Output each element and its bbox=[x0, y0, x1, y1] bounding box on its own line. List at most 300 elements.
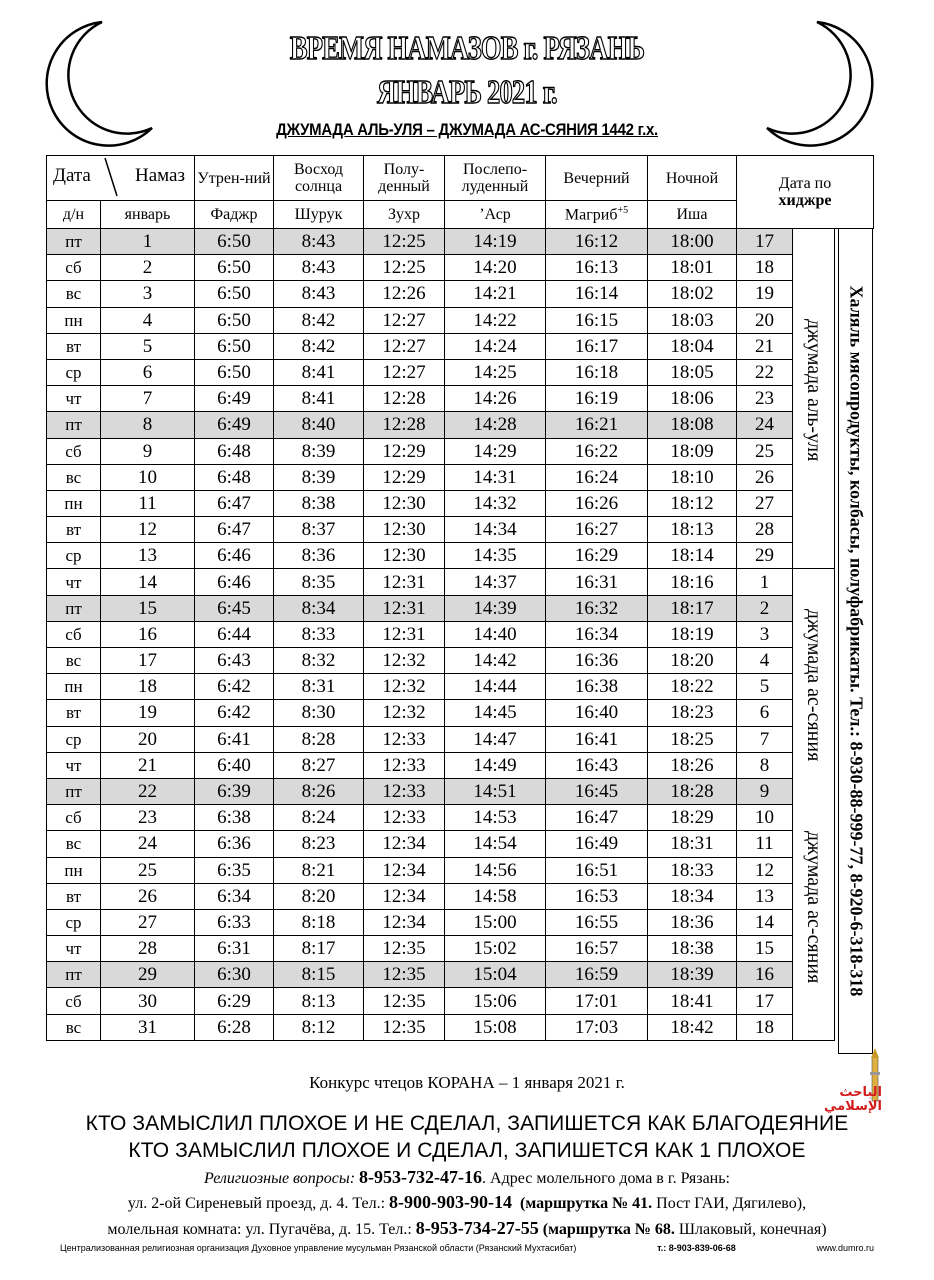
sunrise-cell: 8:13 bbox=[274, 988, 364, 1014]
maghrib-cell: 16:49 bbox=[546, 831, 648, 857]
zuhr-cell: 12:30 bbox=[364, 543, 445, 569]
quote-line-2: КТО ЗАМЫСЛИЛ ПЛОХОЕ И СДЕЛАЛ, ЗАПИШЕТСЯ КАК 1 ПЛОХОЕ bbox=[128, 1139, 806, 1162]
table-row bbox=[47, 464, 874, 490]
fajr-cell: 6:28 bbox=[195, 1014, 274, 1040]
hijri-day-cell: 9 bbox=[737, 778, 793, 804]
fajr-cell: 6:50 bbox=[195, 229, 274, 255]
zuhr-cell: 12:34 bbox=[364, 831, 445, 857]
asr-cell: 14:42 bbox=[445, 648, 546, 674]
religious-questions-line: Религиозные вопросы: 8-953-732-47-16. Адрес молельного дома в г. Рязань: bbox=[204, 1167, 730, 1187]
hijri-day-cell: 15 bbox=[737, 936, 793, 962]
page-title: ВРЕМЯ НАМАЗОВ г. РЯЗАНЬ bbox=[289, 30, 645, 67]
table-row bbox=[47, 517, 874, 543]
zuhr-cell: 12:34 bbox=[364, 857, 445, 883]
table-row bbox=[47, 595, 874, 621]
weekday-cell: сб bbox=[47, 621, 101, 647]
table-row bbox=[47, 333, 874, 359]
asr-cell: 14:56 bbox=[445, 857, 546, 883]
day-cell: 13 bbox=[101, 543, 195, 569]
zuhr-cell: 12:31 bbox=[364, 621, 445, 647]
asr-cell: 14:31 bbox=[445, 464, 546, 490]
isha-header: Ночной bbox=[648, 156, 737, 201]
day-cell: 14 bbox=[101, 569, 195, 595]
weekday-cell: пт bbox=[47, 229, 101, 255]
sunrise-cell: 8:38 bbox=[274, 490, 364, 516]
hijri-day-cell: 28 bbox=[737, 517, 793, 543]
fajr-cell: 6:50 bbox=[195, 359, 274, 385]
table-row bbox=[47, 883, 874, 909]
asr-cell: 14:22 bbox=[445, 307, 546, 333]
fajr-cell: 6:46 bbox=[195, 569, 274, 595]
isha-cell: 18:23 bbox=[648, 700, 737, 726]
zuhr-cell: 12:29 bbox=[364, 464, 445, 490]
weekday-cell: ср bbox=[47, 543, 101, 569]
isha-cell: 18:41 bbox=[648, 988, 737, 1014]
hijri-day-cell: 17 bbox=[737, 988, 793, 1014]
table-row bbox=[47, 255, 874, 281]
table-row bbox=[47, 857, 874, 883]
asr-cell: 14:58 bbox=[445, 883, 546, 909]
zuhr-cell: 12:35 bbox=[364, 936, 445, 962]
table-row bbox=[47, 805, 874, 831]
table-row bbox=[47, 726, 874, 752]
day-cell: 25 bbox=[101, 857, 195, 883]
fajr-cell: 6:46 bbox=[195, 543, 274, 569]
asr-cell: 14:35 bbox=[445, 543, 546, 569]
sunrise-cell: 8:23 bbox=[274, 831, 364, 857]
logo-text: الباحث الإسلامي bbox=[824, 1085, 882, 1114]
weekday-cell: вт bbox=[47, 883, 101, 909]
hijri-day-cell: 7 bbox=[737, 726, 793, 752]
asr-cell: 15:02 bbox=[445, 936, 546, 962]
zuhr-cell: 12:33 bbox=[364, 752, 445, 778]
weekday-cell: вс bbox=[47, 648, 101, 674]
isha-cell: 18:39 bbox=[648, 962, 737, 988]
zuhr-cell: 12:32 bbox=[364, 648, 445, 674]
zuhr-cell: 12:34 bbox=[364, 909, 445, 935]
asr-cell: 14:54 bbox=[445, 831, 546, 857]
weekday-cell: сб bbox=[47, 988, 101, 1014]
weekday-cell: чт bbox=[47, 936, 101, 962]
fajr-cell: 6:38 bbox=[195, 805, 274, 831]
hijri-day-cell: 14 bbox=[737, 909, 793, 935]
footer bbox=[60, 1243, 874, 1253]
address-line-2: молельная комната: ул. Пугачёва, д. 15. Тел.: 8-953-734-27-55 (маршрутка № 68. Шлаковый, конечная) bbox=[107, 1218, 827, 1238]
day-cell: 20 bbox=[101, 726, 195, 752]
sunrise-cell: 8:43 bbox=[274, 229, 364, 255]
zuhr-cell: 12:32 bbox=[364, 674, 445, 700]
table-row bbox=[47, 438, 874, 464]
day-cell: 16 bbox=[101, 621, 195, 647]
asr-cell: 14:25 bbox=[445, 359, 546, 385]
zuhr-cell: 12:31 bbox=[364, 595, 445, 621]
logo bbox=[802, 1046, 882, 1116]
table-row bbox=[47, 1014, 874, 1040]
maghrib-cell: 16:14 bbox=[546, 281, 648, 307]
hijri-day-cell: 5 bbox=[737, 674, 793, 700]
asr-cell: 15:04 bbox=[445, 962, 546, 988]
address-line-1: ул. 2-ой Сиреневый проезд, д. 4. Тел.: 8-900-903-90-14 (маршрутка № 41. Пост ГАИ, Дягилево), bbox=[127, 1192, 807, 1212]
table-row bbox=[47, 752, 874, 778]
hijri-month-1 bbox=[793, 229, 835, 569]
maghrib-cell: 16:43 bbox=[546, 752, 648, 778]
table-row bbox=[47, 621, 874, 647]
isha-cell: 18:09 bbox=[648, 438, 737, 464]
maghrib-cell: 16:18 bbox=[546, 359, 648, 385]
hijri-day-cell: 11 bbox=[737, 831, 793, 857]
day-cell: 24 bbox=[101, 831, 195, 857]
sunrise-cell: 8:39 bbox=[274, 438, 364, 464]
zuhr-cell: 12:25 bbox=[364, 255, 445, 281]
maghrib-cell: 16:13 bbox=[546, 255, 648, 281]
hijri-month-2-label: джумада ас-сяния bbox=[803, 609, 825, 762]
weekday-cell: сб bbox=[47, 438, 101, 464]
sunrise-cell: 8:12 bbox=[274, 1014, 364, 1040]
day-cell: 6 bbox=[101, 359, 195, 385]
asr-cell: 14:34 bbox=[445, 517, 546, 543]
weekday-cell: ср bbox=[47, 726, 101, 752]
weekday-cell: ср bbox=[47, 909, 101, 935]
fajr-cell: 6:33 bbox=[195, 909, 274, 935]
maghrib-cell: 16:12 bbox=[546, 229, 648, 255]
fajr-cell: 6:34 bbox=[195, 883, 274, 909]
table-row bbox=[47, 674, 874, 700]
fajr-cell: 6:29 bbox=[195, 988, 274, 1014]
fajr-cell: 6:35 bbox=[195, 857, 274, 883]
asr-cell: 15:08 bbox=[445, 1014, 546, 1040]
namaz-header: Намаз bbox=[135, 165, 185, 186]
maghrib-cell: 16:38 bbox=[546, 674, 648, 700]
zuhr-cell: 12:32 bbox=[364, 700, 445, 726]
asr-cell: 14:28 bbox=[445, 412, 546, 438]
fajr-cell: 6:40 bbox=[195, 752, 274, 778]
day-cell: 22 bbox=[101, 778, 195, 804]
day-cell: 30 bbox=[101, 988, 195, 1014]
zuhr-cell: 12:31 bbox=[364, 569, 445, 595]
fajr-cell: 6:48 bbox=[195, 438, 274, 464]
hijri-day-cell: 6 bbox=[737, 700, 793, 726]
dn-header: д/н bbox=[47, 201, 101, 229]
day-cell: 19 bbox=[101, 700, 195, 726]
sunrise-cell: 8:34 bbox=[274, 595, 364, 621]
isha-cell: 18:26 bbox=[648, 752, 737, 778]
table-row bbox=[47, 281, 874, 307]
zuhr-cell: 12:33 bbox=[364, 778, 445, 804]
sunrise-cell: 8:41 bbox=[274, 359, 364, 385]
isha-cell: 18:36 bbox=[648, 909, 737, 935]
isha-cell: 18:34 bbox=[648, 883, 737, 909]
day-cell: 17 bbox=[101, 648, 195, 674]
hijri-day-cell: 22 bbox=[737, 359, 793, 385]
fajr-cell: 6:36 bbox=[195, 831, 274, 857]
maghrib-cell: 16:45 bbox=[546, 778, 648, 804]
fajr-cell: 6:48 bbox=[195, 464, 274, 490]
maghrib-cell: 17:01 bbox=[546, 988, 648, 1014]
zuhr-cell: 12:28 bbox=[364, 412, 445, 438]
fajr-cell: 6:50 bbox=[195, 255, 274, 281]
month-header: январь bbox=[101, 201, 195, 229]
sunrise-cell: 8:35 bbox=[274, 569, 364, 595]
table-row bbox=[47, 778, 874, 804]
day-cell: 12 bbox=[101, 517, 195, 543]
fajr-cell: 6:39 bbox=[195, 778, 274, 804]
sunrise-header: Восход солнца bbox=[274, 156, 364, 201]
isha-cell: 18:08 bbox=[648, 412, 737, 438]
day-cell: 11 bbox=[101, 490, 195, 516]
hijri-day-cell: 12 bbox=[737, 857, 793, 883]
zuhr-header: Полу-денный bbox=[364, 156, 445, 201]
table-row bbox=[47, 386, 874, 412]
day-cell: 1 bbox=[101, 229, 195, 255]
hijri-day-cell: 20 bbox=[737, 307, 793, 333]
fajr-cell: 6:47 bbox=[195, 517, 274, 543]
asr-cell: 14:21 bbox=[445, 281, 546, 307]
fajr-cell: 6:50 bbox=[195, 281, 274, 307]
fajr-cell: 6:44 bbox=[195, 621, 274, 647]
hijri-day-cell: 18 bbox=[737, 255, 793, 281]
hijri-day-cell: 18 bbox=[737, 1014, 793, 1040]
weekday-cell: пн bbox=[47, 857, 101, 883]
day-cell: 31 bbox=[101, 1014, 195, 1040]
day-cell: 23 bbox=[101, 805, 195, 831]
hijri-day-cell: 13 bbox=[737, 883, 793, 909]
table-row bbox=[47, 648, 874, 674]
hijri-day-cell: 2 bbox=[737, 595, 793, 621]
asr-cell: 14:53 bbox=[445, 805, 546, 831]
weekday-cell: вс bbox=[47, 281, 101, 307]
day-cell: 8 bbox=[101, 412, 195, 438]
table-row bbox=[47, 700, 874, 726]
weekday-cell: вс bbox=[47, 831, 101, 857]
isha-cell: 18:16 bbox=[648, 569, 737, 595]
isha-cell: 18:33 bbox=[648, 857, 737, 883]
hijri-month-2-label-repeat: джумада ас-сяния bbox=[803, 831, 825, 984]
prayer-times-table bbox=[46, 155, 874, 1041]
zuhr-cell: 12:26 bbox=[364, 281, 445, 307]
sunrise-cell: 8:40 bbox=[274, 412, 364, 438]
hijri-day-cell: 1 bbox=[737, 569, 793, 595]
isha-cell: 18:22 bbox=[648, 674, 737, 700]
isha-cell: 18:29 bbox=[648, 805, 737, 831]
day-cell: 4 bbox=[101, 307, 195, 333]
zuhr-cell: 12:28 bbox=[364, 386, 445, 412]
day-cell: 5 bbox=[101, 333, 195, 359]
sunrise-cell: 8:41 bbox=[274, 386, 364, 412]
zuhr-cell: 12:34 bbox=[364, 883, 445, 909]
zuhr-cell: 12:25 bbox=[364, 229, 445, 255]
sunrise-cell: 8:43 bbox=[274, 255, 364, 281]
day-cell: 28 bbox=[101, 936, 195, 962]
asr-cell: 14:20 bbox=[445, 255, 546, 281]
weekday-cell: пт bbox=[47, 962, 101, 988]
page-title-month: ЯНВАРЬ 2021 г. bbox=[377, 74, 557, 111]
fajr-cell: 6:45 bbox=[195, 595, 274, 621]
isha-cell: 18:14 bbox=[648, 543, 737, 569]
day-cell: 18 bbox=[101, 674, 195, 700]
zuhr-cell: 12:35 bbox=[364, 988, 445, 1014]
weekday-cell: чт bbox=[47, 752, 101, 778]
hijri-day-cell: 16 bbox=[737, 962, 793, 988]
sunrise-cell: 8:33 bbox=[274, 621, 364, 647]
table-row bbox=[47, 831, 874, 857]
fajr-cell: 6:30 bbox=[195, 962, 274, 988]
table-row bbox=[47, 229, 874, 255]
maghrib-name: Магриб$^{+5}$ bbox=[546, 201, 648, 229]
zuhr-cell: 12:29 bbox=[364, 438, 445, 464]
hijri-month-1-label: джумада аль-уля bbox=[803, 319, 825, 462]
asr-cell: 14:40 bbox=[445, 621, 546, 647]
maghrib-cell: 16:36 bbox=[546, 648, 648, 674]
isha-cell: 18:13 bbox=[648, 517, 737, 543]
day-cell: 7 bbox=[101, 386, 195, 412]
maghrib-cell: 16:22 bbox=[546, 438, 648, 464]
weekday-cell: пт bbox=[47, 595, 101, 621]
hijri-day-cell: 27 bbox=[737, 490, 793, 516]
zuhr-cell: 12:35 bbox=[364, 1014, 445, 1040]
day-cell: 9 bbox=[101, 438, 195, 464]
maghrib-cell: 16:29 bbox=[546, 543, 648, 569]
day-cell: 2 bbox=[101, 255, 195, 281]
weekday-cell: пн bbox=[47, 674, 101, 700]
table-row bbox=[47, 988, 874, 1014]
isha-cell: 18:05 bbox=[648, 359, 737, 385]
asr-cell: 14:19 bbox=[445, 229, 546, 255]
maghrib-cell: 16:21 bbox=[546, 412, 648, 438]
maghrib-cell: 16:51 bbox=[546, 857, 648, 883]
hijri-day-cell: 8 bbox=[737, 752, 793, 778]
table-row bbox=[47, 936, 874, 962]
weekday-cell: вс bbox=[47, 464, 101, 490]
weekday-cell: вт bbox=[47, 700, 101, 726]
maghrib-cell: 16:19 bbox=[546, 386, 648, 412]
maghrib-cell: 16:15 bbox=[546, 307, 648, 333]
sunrise-cell: 8:42 bbox=[274, 307, 364, 333]
weekday-cell: пн bbox=[47, 307, 101, 333]
hijri-day-cell: 4 bbox=[737, 648, 793, 674]
isha-cell: 18:02 bbox=[648, 281, 737, 307]
asr-cell: 14:49 bbox=[445, 752, 546, 778]
maghrib-cell: 16:41 bbox=[546, 726, 648, 752]
date-namaz-header bbox=[47, 156, 195, 201]
isha-cell: 18:01 bbox=[648, 255, 737, 281]
maghrib-cell: 16:59 bbox=[546, 962, 648, 988]
asr-cell: 14:45 bbox=[445, 700, 546, 726]
hijri-day-cell: 23 bbox=[737, 386, 793, 412]
asr-cell: 14:29 bbox=[445, 438, 546, 464]
maghrib-cell: 16:47 bbox=[546, 805, 648, 831]
zuhr-name: Зухр bbox=[364, 201, 445, 229]
isha-cell: 18:25 bbox=[648, 726, 737, 752]
sunrise-cell: 8:27 bbox=[274, 752, 364, 778]
weekday-cell: сб bbox=[47, 805, 101, 831]
day-cell: 15 bbox=[101, 595, 195, 621]
hijri-day-cell: 10 bbox=[737, 805, 793, 831]
weekday-cell: пт bbox=[47, 778, 101, 804]
asr-header: Послепо-луденный bbox=[445, 156, 546, 201]
maghrib-cell: 16:24 bbox=[546, 464, 648, 490]
contest-announcement: Конкурс чтецов КОРАНА – 1 января 2021 г. bbox=[309, 1073, 625, 1092]
maghrib-cell: 16:57 bbox=[546, 936, 648, 962]
sunrise-cell: 8:42 bbox=[274, 333, 364, 359]
fajr-cell: 6:50 bbox=[195, 307, 274, 333]
hijri-day-cell: 24 bbox=[737, 412, 793, 438]
table-row bbox=[47, 909, 874, 935]
sunrise-cell: 8:21 bbox=[274, 857, 364, 883]
maghrib-cell: 16:34 bbox=[546, 621, 648, 647]
asr-cell: 14:37 bbox=[445, 569, 546, 595]
day-cell: 29 bbox=[101, 962, 195, 988]
sunrise-cell: 8:18 bbox=[274, 909, 364, 935]
table-row bbox=[47, 962, 874, 988]
sidebar-advert: Халяль мясопродукты, колбасы, полуфабрикаты. Тел.: 8-930-88-999-77, 8-920-6-318-318 bbox=[838, 228, 873, 1054]
asr-cell: 15:00 bbox=[445, 909, 546, 935]
maghrib-header: Вечерний bbox=[546, 156, 648, 201]
isha-cell: 18:00 bbox=[648, 229, 737, 255]
weekday-cell: чт bbox=[47, 386, 101, 412]
quote-line-1: КТО ЗАМЫСЛИЛ ПЛОХОЕ И НЕ СДЕЛАЛ, ЗАПИШЕТСЯ КАК БЛАГОДЕЯНИЕ bbox=[85, 1112, 849, 1135]
zuhr-cell: 12:30 bbox=[364, 517, 445, 543]
fajr-cell: 6:42 bbox=[195, 700, 274, 726]
table-row bbox=[47, 359, 874, 385]
sunrise-cell: 8:26 bbox=[274, 778, 364, 804]
weekday-cell: вт bbox=[47, 333, 101, 359]
hijri-header: Дата по хиджре bbox=[737, 156, 874, 229]
sunrise-cell: 8:37 bbox=[274, 517, 364, 543]
isha-cell: 18:04 bbox=[648, 333, 737, 359]
asr-cell: 14:51 bbox=[445, 778, 546, 804]
asr-name: ’Аср bbox=[445, 201, 546, 229]
sunrise-cell: 8:36 bbox=[274, 543, 364, 569]
maghrib-cell: 16:27 bbox=[546, 517, 648, 543]
isha-cell: 18:12 bbox=[648, 490, 737, 516]
weekday-cell: ср bbox=[47, 359, 101, 385]
hijri-day-cell: 19 bbox=[737, 281, 793, 307]
isha-cell: 18:38 bbox=[648, 936, 737, 962]
maghrib-cell: 16:31 bbox=[546, 569, 648, 595]
weekday-cell: вт bbox=[47, 517, 101, 543]
fajr-cell: 6:50 bbox=[195, 333, 274, 359]
hijri-day-cell: 25 bbox=[737, 438, 793, 464]
isha-cell: 18:17 bbox=[648, 595, 737, 621]
day-cell: 21 bbox=[101, 752, 195, 778]
isha-cell: 18:28 bbox=[648, 778, 737, 804]
sunrise-cell: 8:17 bbox=[274, 936, 364, 962]
page-subtitle: ДЖУМАДА АЛЬ-УЛЯ – ДЖУМАДА АС-СЯНИЯ 1442 г.х. bbox=[276, 120, 658, 139]
fajr-cell: 6:43 bbox=[195, 648, 274, 674]
maghrib-cell: 16:17 bbox=[546, 333, 648, 359]
date-header: Дата bbox=[53, 165, 91, 186]
sunrise-name: Шурук bbox=[274, 201, 364, 229]
fajr-name: Фаджр bbox=[195, 201, 274, 229]
isha-cell: 18:10 bbox=[648, 464, 737, 490]
table-header-row bbox=[47, 156, 874, 201]
asr-cell: 14:26 bbox=[445, 386, 546, 412]
maghrib-cell: 16:55 bbox=[546, 909, 648, 935]
weekday-cell: вс bbox=[47, 1014, 101, 1040]
fajr-header: Утрен-ний bbox=[195, 156, 274, 201]
zuhr-cell: 12:27 bbox=[364, 359, 445, 385]
table-row bbox=[47, 490, 874, 516]
sunrise-cell: 8:24 bbox=[274, 805, 364, 831]
hijri-month-2 bbox=[793, 569, 835, 1040]
isha-name: Иша bbox=[648, 201, 737, 229]
zuhr-cell: 12:35 bbox=[364, 962, 445, 988]
table-row bbox=[47, 569, 874, 595]
fajr-cell: 6:49 bbox=[195, 386, 274, 412]
fajr-cell: 6:42 bbox=[195, 674, 274, 700]
sunrise-cell: 8:39 bbox=[274, 464, 364, 490]
asr-cell: 15:06 bbox=[445, 988, 546, 1014]
